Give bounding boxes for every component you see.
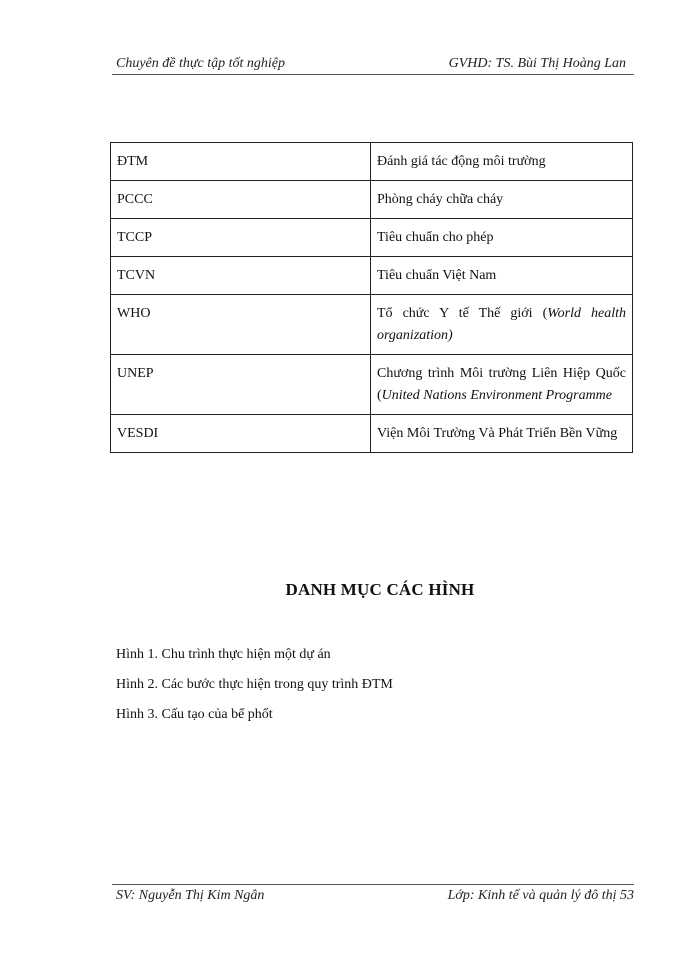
- english-term: United Nations Environment Programme: [381, 388, 613, 403]
- table-row: [111, 219, 633, 257]
- meaning-cell: [371, 295, 633, 355]
- meaning-text: Chương trình Môi trường Liên Hiệp Quốc (: [377, 366, 626, 403]
- header-document-title: Chuyên đề thực tập tốt nghiệp: [116, 56, 285, 71]
- table-row: [111, 295, 633, 355]
- meaning-text: Tổ chức Y tế Thế giới (: [377, 306, 548, 321]
- meaning-text: Phòng cháy chữa cháy: [377, 192, 504, 207]
- figure-item-3: Hình 3. Cấu tạo của bể phốt: [116, 707, 273, 722]
- page-footer: [112, 884, 634, 903]
- abbreviation-cell: TCCP: [111, 219, 371, 257]
- meaning-cell: [371, 143, 633, 181]
- abbreviation-cell: ĐTM: [111, 143, 371, 181]
- table-row: [111, 181, 633, 219]
- abbreviation-cell: PCCC: [111, 181, 371, 219]
- page-header: [112, 56, 634, 75]
- meaning-cell: [371, 257, 633, 295]
- figure-list: [116, 640, 393, 730]
- meaning-cell: [371, 181, 633, 219]
- meaning-cell: [371, 415, 633, 453]
- abbreviations-table: [110, 142, 633, 453]
- abbreviation-cell: TCVN: [111, 257, 371, 295]
- meaning-text: Tiêu chuẩn cho phép: [377, 230, 494, 245]
- footer-class: Lớp: Kinh tế và quản lý đô thị 53: [447, 888, 634, 903]
- meaning-cell: [371, 219, 633, 257]
- meaning-text: Đánh giá tác động môi trường: [377, 154, 546, 169]
- table-row: [111, 143, 633, 181]
- abbreviation-cell: VESDI: [111, 415, 371, 453]
- meaning-text: Tiêu chuẩn Việt Nam: [377, 268, 497, 283]
- table-row: [111, 257, 633, 295]
- table-row: [111, 355, 633, 415]
- figure-item-1: Hình 1. Chu trình thực hiện một dự án: [116, 647, 331, 662]
- table-row: [111, 415, 633, 453]
- english-term: World health organization): [377, 306, 626, 343]
- meaning-text: Viện Môi Trường Và Phát Triển Bền Vững: [377, 426, 618, 441]
- meaning-cell: [371, 355, 633, 415]
- footer-student-name: SV: Nguyễn Thị Kim Ngân: [116, 888, 265, 903]
- abbreviation-cell: WHO: [111, 295, 371, 355]
- figure-item-2: Hình 2. Các bước thực hiện trong quy trình ĐTM: [116, 677, 393, 692]
- header-supervisor: GVHD: TS. Bùi Thị Hoàng Lan: [448, 56, 626, 71]
- figures-list-title: DANH MỤC CÁC HÌNH: [285, 580, 475, 599]
- abbreviation-cell: UNEP: [111, 355, 371, 415]
